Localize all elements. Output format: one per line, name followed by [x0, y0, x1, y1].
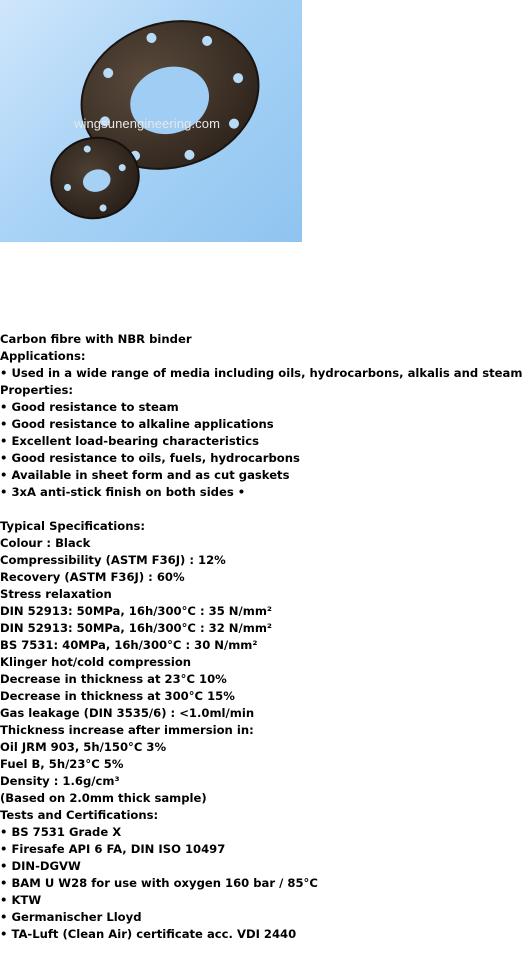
material-description: Carbon fibre with NBR binder [0, 332, 192, 346]
properties-item: • Good resistance to oils, fuels, hydrocarbons [0, 451, 300, 465]
certification-item: • BAM U W28 for use with oxygen 160 bar / 85°C [0, 876, 318, 890]
certification-item: • Germanischer Lloyd [0, 910, 142, 924]
tests-heading: Tests and Certifications: [0, 808, 159, 822]
properties-item: • 3xA anti-stick finish on both sides • [0, 485, 246, 499]
spec-line: Colour : Black [0, 536, 91, 550]
spec-line: Oil JRM 903, 5h/150°C 3% [0, 740, 167, 754]
spec-line: Density : 1.6g/cm³ [0, 774, 120, 788]
applications-item: • Used in a wide range of media including oils, hydrocarbons, alkalis and steam [0, 366, 523, 380]
applications-heading: Applications: [0, 349, 86, 363]
spec-line: BS 7531: 40MPa, 16h/300°C : 30 N/mm² [0, 638, 258, 652]
properties-heading: Properties: [0, 383, 73, 397]
certification-item: • TA-Luft (Clean Air) certificate acc. VDI 2440 [0, 927, 297, 941]
product-photo [0, 0, 302, 242]
properties-item: • Excellent load-bearing characteristics [0, 434, 260, 448]
spec-line: Thickness increase after immersion in: [0, 723, 254, 737]
spec-line: Decrease in thickness at 300°C 15% [0, 689, 235, 703]
spec-line: Decrease in thickness at 23°C 10% [0, 672, 227, 686]
properties-item: • Good resistance to steam [0, 400, 179, 414]
certification-item: • BS 7531 Grade X [0, 825, 122, 839]
certification-item: • KTW [0, 893, 42, 907]
spec-line: Compressibility (ASTM F36J) : 12% [0, 553, 226, 567]
spec-line: Stress relaxation [0, 587, 112, 601]
spacer [0, 501, 531, 518]
product-description [0, 331, 531, 943]
specs-heading: Typical Specifications: [0, 519, 145, 533]
spec-line: Fuel B, 5h/23°C 5% [0, 757, 124, 771]
certification-item: • Firesafe API 6 FA, DIN ISO 10497 [0, 842, 226, 856]
spec-line: DIN 52913: 50MPa, 16h/300°C : 32 N/mm² [0, 621, 272, 635]
properties-item: • Good resistance to alkaline applications [0, 417, 274, 431]
spec-line: DIN 52913: 50MPa, 16h/300°C : 35 N/mm² [0, 604, 272, 618]
spec-line: Klinger hot/cold compression [0, 655, 192, 669]
spec-line: (Based on 2.0mm thick sample) [0, 791, 207, 805]
watermark-text: wingsunengineering.com [74, 116, 221, 131]
certification-item: • DIN-DGVW [0, 859, 81, 873]
spec-line: Recovery (ASTM F36J) : 60% [0, 570, 185, 584]
spec-line: Gas leakage (DIN 3535/6) : <1.0ml/min [0, 706, 255, 720]
properties-item: • Available in sheet form and as cut gaskets [0, 468, 290, 482]
